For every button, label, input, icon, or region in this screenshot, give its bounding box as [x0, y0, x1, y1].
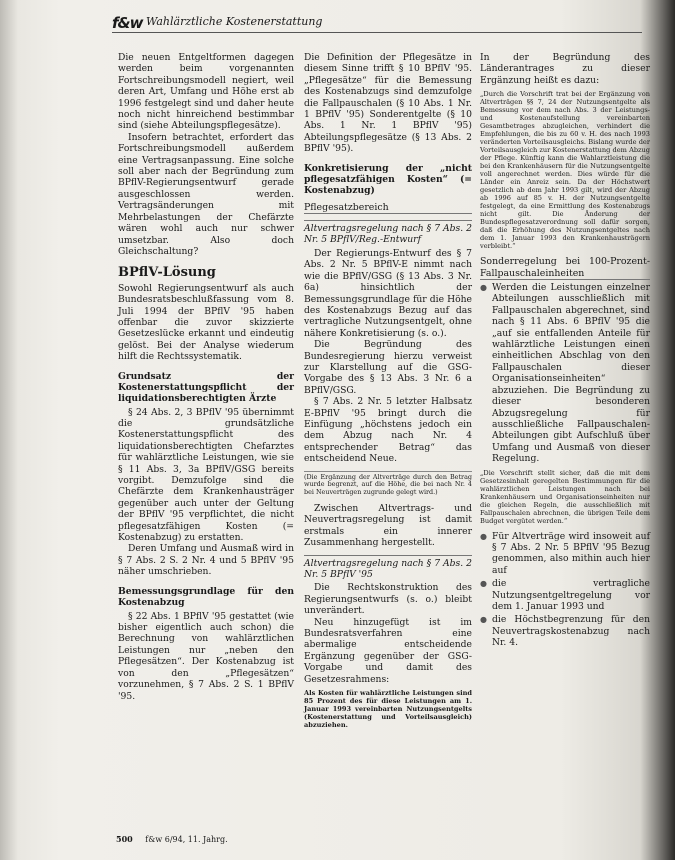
paragraph: § 24 Abs. 2, 3 BPflV '95 übernimmt die grundsätzliche Kostenerstattungspflicht des liquidationsberechtigten Chefarztes für wahlärztliche Leistungen, wie sie § 11 Abs. 3, 3a BPflV/GSG bereits vorgibt. Demzufolge sind die Chefärzte dem Krankenhausträger gegenüber auch unter der Geltung der BPflV '95 verpflichtet, die nicht pflegesatzfähigen Kosten (= Kostenabzug) zu erstatten.: [118, 406, 294, 544]
page-number: 500: [116, 834, 133, 844]
paragraph: Neu hinzugefügt ist im Bundesratsverfahren eine abermalige entscheidende Ergänzung gegenüber der GSG-Vorgabe und damit des Gesetzesrahmens:: [304, 616, 472, 685]
paragraph: § 7 Abs. 2 Nr. 5 letzter Halbsatz E-BPflV '95 bringt durch die Einfügung „höchstens jedoch ein dem Abzug nach Nr. 4 entsprechender Betrag“ das entscheidend Neue.: [304, 396, 472, 465]
bullet-item: ● die Höchstbegrenzung für den Neuvertragskostenabzug nach Nr. 4.: [480, 614, 650, 648]
subheading: Grundsatz der Kostenerstattungspflicht der liquidationsberechtigten Ärzte: [118, 370, 294, 404]
paragraph: Sowohl Regierungsentwurf als auch Bundesratsbeschlußfassung vom 8. Juli 1994 der BPflV '95 haben offenbar die zuvor skizzierte Gesetzeslücke erkannt und eindeutig gelöst. Bei der Analyse wiederum hilft die Rechtssystematik.: [118, 282, 294, 363]
subheading: Pflegesatzbereich: [304, 202, 472, 214]
paragraph: § 22 Abs. 1 BPflV '95 gestattet (wie bisher eigentlich auch schon) die Berechnung von wahlärztlichen Leistungen nur „neben den Pflegesätzen“. Der Kostenabzug ist von den „Pflegesätzen“ vorzunehmen, § 7 Abs. 2 S. 1 BPflV '95.: [118, 610, 294, 702]
paragraph: Die Rechtskonstruktion des Regierungsentwurfs (s. o.) bleibt unverändert.: [304, 582, 472, 617]
paragraph: Die Begründung des Bundesregierung hierzu verweist zur Klarstellung auf die GSG-Vorgabe des § 13 Abs. 3 Nr. 6 a BPflV/GSG.: [304, 339, 472, 396]
page-footer: [116, 834, 228, 844]
issue-label: f&w 6/94, 11. Jahrg.: [145, 835, 228, 844]
paragraph: Insofern betrachtet, erfordert das Fortschreibungsmodell außerdem eine Vertragsanpassung. Eine solche soll aber nach der Begründung zum BPflV-Regierungsentwurf gerade ausgeschlossen werden. Vertragsänderungen mit Mehrbelastungen der Chefärzte wären wohl auch nur schwer umsetzbar. Also doch Gleichschaltung?: [118, 131, 294, 257]
paragraph: Die neuen Entgeltformen dagegen werden beim vorgenannten Fortschreibungsmodell negiert, weil deren Art, Umfang und Höhe erst ab 1996 festgelegt sind und daher heute noch nicht hinreichend bestimmbar sind (siehe Abteilungspflegesätze).: [118, 52, 294, 132]
bullet-item: ● Werden die Leistungen einzelner Abteilungen ausschließlich mit Fallpauschalen abgerechnet, sind nach § 11 Abs. 6 BPflV '95 die „auf sie entfallenden Anteile für wahlärztliche Leistungen einen einheitlichen Abschlag von den Fallpauschalen dieser Organisationseinheiten“ abzuziehen. Die Begründung zu dieser besonderen Abzugsregelung für ausschließliche Fallpauschalen-Abteilungen gibt Aufschluß über Umfang und Ausmaß von dieser Regelung.: [480, 282, 650, 465]
page-header: [112, 14, 642, 33]
footnote: (Die Ergänzung der Altverträge durch den Betrag wurde begrenzt, auf die Höhe, die bei nach Nr. 4 bei Neuverträgen zugrunde gelegt wird.): [304, 472, 472, 497]
running-title: Wahlärztliche Kostenerstattung: [146, 15, 323, 28]
paragraph: Der Regierungs-Entwurf des § 7 Abs. 2 Nr. 5 BPflV-E nimmt nach wie die BPflV/GSG (§ 13 Abs. 3 Nr. 6a) hinsichtlich der Bemessungsgrundlage für die Höhe des Kostenabzugs Bezug auf das vertragliche Nutzungsentgelt, ohne nähere Konkretisierung (s. o.).: [304, 247, 472, 339]
paragraph: Deren Umfang und Ausmaß wird in § 7 Abs. 2 S. 2 Nr. 4 und 5 BPflV '95 näher umschrieben.: [118, 543, 294, 578]
paragraph: In der Begründung des Länderantrages zu dieser Ergänzung heißt es dazu:: [480, 52, 650, 86]
blockquote: „Die Vorschrift stellt sicher, daß die mit dem Gesetzesinhalt geregelten Bestimmungen für die wahlärztlichen Leistungen nach bei Krankenhäusern und Organisationseinheiten nur die gleichen Regeln, die ausschließlich mit Fallpauschalen abrechnen, die übrigen Teile dem Budget vergütet werden.“: [480, 468, 650, 525]
paragraph: Zwischen Altvertrags- und Neuvertragsregelung ist damit erstmals ein innerer Zusammenhang hergestellt.: [304, 502, 472, 549]
bullet-item: ● die vertragliche Nutzungsentgeltregelung vor dem 1. Januar 1993 und: [480, 578, 650, 612]
section-heading: BPflV-Lösung: [118, 265, 216, 281]
subheading: Altvertragsregelung nach § 7 Abs. 2 Nr. 5 BPflV '95: [304, 555, 472, 581]
bullet-item: ● Für Altverträge wird insoweit auf § 7 Abs. 2 Nr. 5 BPflV '95 Bezug genommen, also mithin auch hier auf: [480, 531, 650, 577]
subheading: Konkretisierung der „nicht pflegesatzfähigen Kosten“ (= Kostenabzug): [304, 162, 472, 196]
blockquote: Als Kosten für wahlärztliche Leistungen sind 85 Prozent des für diese Leistungen am 1. Januar 1993 vereinbarten Nutzungsentgelts (Kostenerstattung und Vorteilsausgleich) abzuziehen.: [304, 689, 472, 730]
subheading: Altvertragsregelung nach § 7 Abs. 2 Nr. 5 BPflV/Reg.-Entwurf: [304, 220, 472, 246]
column-2: [304, 52, 472, 735]
subheading: Sonderregelung bei 100-Prozent-Fallpauschaleinheiten: [480, 256, 650, 279]
paragraph: Die Definition der Pflegesätze in diesem Sinne trifft § 10 BPflV '95. „Pflegesätze“ für die Bemessung des Kostenabzugs sind demzufolge die Fallpauschalen (§ 10 Abs. 1 Nr. 1 BPflV '95) Sonderentgelte (§ 10 Abs. 1 Nr. 1 BPflV '95) Abteilungspflegesätze (§ 13 Abs. 2 BPflV '95).: [304, 52, 472, 155]
blockquote: „Durch die Vorschrift trat bei der Ergänzung von Altverträgen §§ 7, 24 der Nutzungsentgelte als Bemessung vor dem nach Abs. 3 der Leistungs- und Kostenaufstellung vereinbarten Gesamtbetrages abzugleichen, verhindert die Empfehlungen, die bis zu 60 v. H. des nach 1993 veränderten Vorteilsausgleichs. Bislang wurde der Vorteilsausgleich zur Kostenerstattung dem Abzug der Pflege. Künftig kann die Wahlarztleistung die bei den Krankenhäusern für die Nutzungsentgelte voll angerechnet werden. Dies würde für die Länder ein Anreiz sein. Da der Höchstwert gesetzlich ab dem Jahr 1993 gilt, wird der Abzug ab 1996 auf 85 v. H. der Nutzungsentgelte festgelegt, da eine Ermittlung des Kostenabzugs nicht gilt. Die Änderung der Bundespflegesatzverordnung soll dafür sorgen, daß die Erhöhung des Nutzungsentgeltes nach dem 1. Januar 1993 den Krankenhausträgern verbleibt.“: [480, 90, 650, 251]
column-3: [480, 52, 650, 651]
subheading: Bemessungsgrundlage für den Kostenabzug: [118, 585, 294, 608]
journal-logo: f&w: [112, 14, 143, 32]
column-1: [118, 52, 294, 702]
